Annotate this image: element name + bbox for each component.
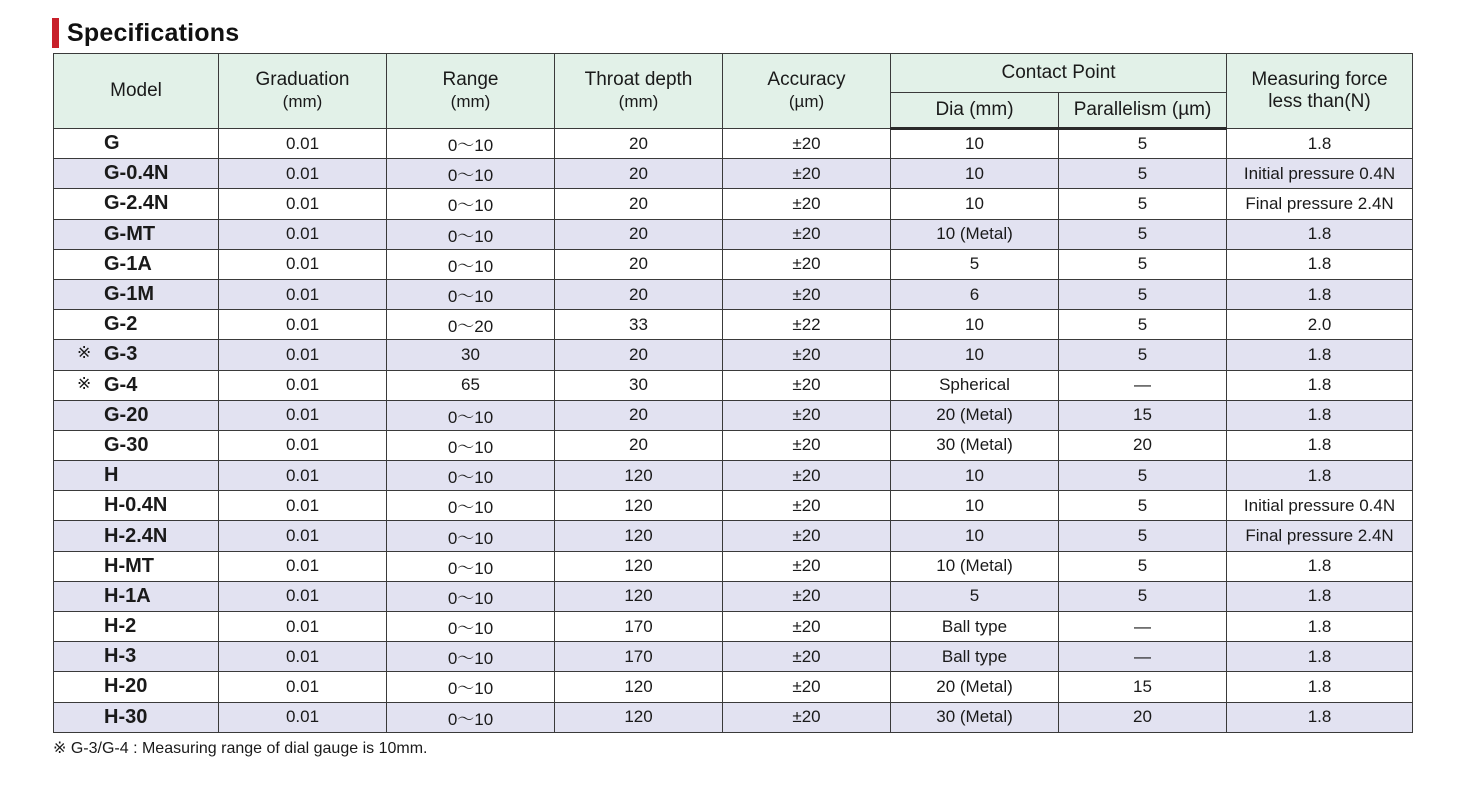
table-body	[54, 129, 1413, 733]
cell-throat: 120	[555, 521, 723, 551]
cell-range: 0～10	[387, 581, 555, 611]
cell-throat: 20	[555, 219, 723, 249]
table-row	[54, 672, 1413, 702]
cell-graduation: 0.01	[219, 249, 387, 279]
cell-graduation: 0.01	[219, 491, 387, 521]
cell-model	[54, 400, 219, 430]
model-name: H-30	[104, 705, 148, 728]
title-accent-bar	[52, 18, 59, 48]
cell-range: 30	[387, 340, 555, 370]
cell-graduation: 0.01	[219, 400, 387, 430]
model-name: G	[104, 132, 120, 155]
cell-range: 0～10	[387, 159, 555, 189]
cell-accuracy: ±20	[723, 159, 891, 189]
specifications-table	[53, 53, 1413, 733]
cell-range: 0～10	[387, 461, 555, 491]
cell-range: 0～10	[387, 430, 555, 460]
cell-force: 1.8	[1227, 340, 1413, 370]
cell-range: 0～10	[387, 249, 555, 279]
cell-accuracy: ±20	[723, 129, 891, 159]
cell-force: Final pressure 2.4N	[1227, 189, 1413, 219]
cell-throat: 120	[555, 581, 723, 611]
cell-parallelism: 5	[1059, 159, 1227, 189]
cell-throat: 120	[555, 672, 723, 702]
cell-parallelism: 15	[1059, 672, 1227, 702]
cell-range: 0～10	[387, 642, 555, 672]
cell-range: 0～10	[387, 279, 555, 309]
cell-force: Final pressure 2.4N	[1227, 521, 1413, 551]
header-throat-depth: Throat depth (mm)	[555, 54, 723, 129]
cell-throat: 20	[555, 159, 723, 189]
cell-model	[54, 189, 219, 219]
cell-force: 1.8	[1227, 612, 1413, 642]
table-row	[54, 189, 1413, 219]
cell-graduation: 0.01	[219, 461, 387, 491]
cell-parallelism: 5	[1059, 189, 1227, 219]
cell-graduation: 0.01	[219, 370, 387, 400]
cell-model	[54, 521, 219, 551]
cell-parallelism: —	[1059, 612, 1227, 642]
table-row	[54, 430, 1413, 460]
cell-force: 1.8	[1227, 551, 1413, 581]
cell-graduation: 0.01	[219, 430, 387, 460]
cell-force: 1.8	[1227, 400, 1413, 430]
cell-accuracy: ±20	[723, 612, 891, 642]
cell-dia: 10	[891, 521, 1059, 551]
model-name: H-20	[104, 675, 148, 698]
cell-force: 1.8	[1227, 370, 1413, 400]
cell-graduation: 0.01	[219, 551, 387, 581]
model-name: H-3	[104, 645, 137, 668]
cell-dia: 20 (Metal)	[891, 400, 1059, 430]
cell-accuracy: ±20	[723, 340, 891, 370]
cell-parallelism: —	[1059, 370, 1227, 400]
cell-model	[54, 702, 219, 732]
cell-model	[54, 219, 219, 249]
header-dia: Dia (mm)	[891, 93, 1059, 129]
cell-force: Initial pressure 0.4N	[1227, 491, 1413, 521]
table-row	[54, 249, 1413, 279]
cell-parallelism: 5	[1059, 129, 1227, 159]
cell-dia: 10	[891, 159, 1059, 189]
cell-accuracy: ±20	[723, 551, 891, 581]
cell-parallelism: 20	[1059, 430, 1227, 460]
cell-throat: 170	[555, 612, 723, 642]
cell-range: 0～10	[387, 189, 555, 219]
cell-accuracy: ±20	[723, 370, 891, 400]
cell-model	[54, 430, 219, 460]
cell-parallelism: 5	[1059, 521, 1227, 551]
cell-model	[54, 310, 219, 340]
section-title	[52, 17, 239, 49]
table-row	[54, 642, 1413, 672]
cell-parallelism: 5	[1059, 279, 1227, 309]
cell-throat: 20	[555, 129, 723, 159]
cell-graduation: 0.01	[219, 159, 387, 189]
cell-graduation: 0.01	[219, 612, 387, 642]
model-name: G-1A	[104, 252, 152, 275]
model-name: H	[104, 464, 119, 487]
cell-range: 0～10	[387, 612, 555, 642]
model-name: G-1M	[104, 283, 154, 306]
table-row	[54, 370, 1413, 400]
cell-range: 0～10	[387, 219, 555, 249]
model-name: H-MT	[104, 554, 154, 577]
header-model: Model	[54, 54, 219, 129]
cell-accuracy: ±22	[723, 310, 891, 340]
cell-accuracy: ±20	[723, 430, 891, 460]
cell-throat: 20	[555, 400, 723, 430]
cell-throat: 20	[555, 249, 723, 279]
cell-accuracy: ±20	[723, 702, 891, 732]
cell-graduation: 0.01	[219, 340, 387, 370]
table-row	[54, 279, 1413, 309]
cell-parallelism: 5	[1059, 340, 1227, 370]
cell-throat: 33	[555, 310, 723, 340]
cell-throat: 20	[555, 279, 723, 309]
table-row	[54, 702, 1413, 732]
cell-accuracy: ±20	[723, 642, 891, 672]
cell-model	[54, 491, 219, 521]
header-measuring-force: Measuring force less than(N)	[1227, 54, 1413, 129]
cell-throat: 20	[555, 430, 723, 460]
cell-parallelism: 15	[1059, 400, 1227, 430]
table-header	[54, 54, 1413, 129]
cell-range: 0～20	[387, 310, 555, 340]
cell-model	[54, 340, 219, 370]
cell-model	[54, 672, 219, 702]
cell-graduation: 0.01	[219, 581, 387, 611]
cell-range: 0～10	[387, 702, 555, 732]
table-row	[54, 521, 1413, 551]
cell-throat: 120	[555, 551, 723, 581]
table-row	[54, 551, 1413, 581]
cell-dia: Ball type	[891, 612, 1059, 642]
cell-throat: 30	[555, 370, 723, 400]
cell-range: 0～10	[387, 129, 555, 159]
cell-model	[54, 159, 219, 189]
cell-model	[54, 642, 219, 672]
cell-dia: 6	[891, 279, 1059, 309]
cell-parallelism: 5	[1059, 310, 1227, 340]
model-name: G-0.4N	[104, 162, 169, 185]
table-row	[54, 400, 1413, 430]
model-name: H-2	[104, 615, 137, 638]
model-name: H-2.4N	[104, 524, 168, 547]
table-row	[54, 491, 1413, 521]
model-name: G-20	[104, 403, 149, 426]
cell-dia: 10	[891, 310, 1059, 340]
cell-parallelism: 5	[1059, 551, 1227, 581]
cell-graduation: 0.01	[219, 129, 387, 159]
cell-force: 1.8	[1227, 129, 1413, 159]
cell-accuracy: ±20	[723, 219, 891, 249]
page-title: Specifications	[67, 18, 240, 47]
cell-force: 1.8	[1227, 672, 1413, 702]
cell-graduation: 0.01	[219, 521, 387, 551]
cell-force: 1.8	[1227, 581, 1413, 611]
cell-accuracy: ±20	[723, 400, 891, 430]
cell-accuracy: ±20	[723, 581, 891, 611]
cell-parallelism: 5	[1059, 249, 1227, 279]
cell-dia: Spherical	[891, 370, 1059, 400]
cell-dia: 5	[891, 581, 1059, 611]
model-name: G-2	[104, 313, 138, 336]
cell-dia: 30 (Metal)	[891, 702, 1059, 732]
footnote: ※ G-3/G-4 : Measuring range of dial gauge is 10mm.	[53, 740, 428, 757]
cell-range: 0～10	[387, 491, 555, 521]
cell-parallelism: —	[1059, 642, 1227, 672]
table-row	[54, 340, 1413, 370]
cell-graduation: 0.01	[219, 702, 387, 732]
cell-force: 1.8	[1227, 702, 1413, 732]
cell-range: 0～10	[387, 672, 555, 702]
cell-force: 1.8	[1227, 430, 1413, 460]
model-name: G-3	[104, 343, 138, 366]
cell-throat: 20	[555, 189, 723, 219]
cell-accuracy: ±20	[723, 249, 891, 279]
cell-model	[54, 279, 219, 309]
note-mark: ※	[77, 343, 92, 363]
cell-accuracy: ±20	[723, 189, 891, 219]
cell-force: 1.8	[1227, 249, 1413, 279]
model-name: H-1A	[104, 584, 151, 607]
cell-force: 1.8	[1227, 279, 1413, 309]
cell-force: Initial pressure 0.4N	[1227, 159, 1413, 189]
cell-dia: Ball type	[891, 642, 1059, 672]
cell-graduation: 0.01	[219, 310, 387, 340]
header-accuracy: Accuracy (µm)	[723, 54, 891, 129]
cell-parallelism: 5	[1059, 461, 1227, 491]
cell-throat: 120	[555, 461, 723, 491]
note-mark: ※	[77, 373, 92, 393]
cell-model	[54, 129, 219, 159]
cell-throat: 20	[555, 340, 723, 370]
cell-dia: 10	[891, 340, 1059, 370]
cell-range: 0～10	[387, 551, 555, 581]
cell-graduation: 0.01	[219, 189, 387, 219]
cell-dia: 10 (Metal)	[891, 551, 1059, 581]
model-name: G-2.4N	[104, 192, 169, 215]
model-name: G-MT	[104, 222, 156, 245]
cell-model	[54, 370, 219, 400]
cell-graduation: 0.01	[219, 672, 387, 702]
cell-model	[54, 249, 219, 279]
cell-graduation: 0.01	[219, 642, 387, 672]
cell-dia: 10	[891, 129, 1059, 159]
table-row	[54, 461, 1413, 491]
cell-range: 0～10	[387, 521, 555, 551]
cell-accuracy: ±20	[723, 672, 891, 702]
cell-dia: 10	[891, 491, 1059, 521]
cell-throat: 170	[555, 642, 723, 672]
cell-model	[54, 581, 219, 611]
cell-graduation: 0.01	[219, 219, 387, 249]
cell-dia: 5	[891, 249, 1059, 279]
cell-parallelism: 5	[1059, 581, 1227, 611]
cell-force: 1.8	[1227, 219, 1413, 249]
model-name: G-30	[104, 433, 149, 456]
cell-accuracy: ±20	[723, 461, 891, 491]
table-row	[54, 612, 1413, 642]
cell-dia: 10	[891, 461, 1059, 491]
cell-accuracy: ±20	[723, 491, 891, 521]
cell-range: 65	[387, 370, 555, 400]
cell-dia: 10	[891, 189, 1059, 219]
table-row	[54, 581, 1413, 611]
cell-range: 0～10	[387, 400, 555, 430]
header-range: Range (mm)	[387, 54, 555, 129]
cell-graduation: 0.01	[219, 279, 387, 309]
model-name: H-0.4N	[104, 494, 168, 517]
cell-accuracy: ±20	[723, 279, 891, 309]
model-name: G-4	[104, 373, 138, 396]
cell-force: 1.8	[1227, 642, 1413, 672]
header-parallelism: Parallelism (µm)	[1059, 93, 1227, 129]
cell-throat: 120	[555, 491, 723, 521]
cell-model	[54, 612, 219, 642]
cell-model	[54, 461, 219, 491]
table-row	[54, 310, 1413, 340]
cell-dia: 30 (Metal)	[891, 430, 1059, 460]
header-contact-point: Contact Point	[891, 54, 1227, 93]
cell-accuracy: ±20	[723, 521, 891, 551]
cell-force: 1.8	[1227, 461, 1413, 491]
table-row	[54, 129, 1413, 159]
cell-dia: 20 (Metal)	[891, 672, 1059, 702]
header-graduation: Graduation (mm)	[219, 54, 387, 129]
cell-force: 2.0	[1227, 310, 1413, 340]
cell-dia: 10 (Metal)	[891, 219, 1059, 249]
cell-model	[54, 551, 219, 581]
cell-parallelism: 5	[1059, 491, 1227, 521]
cell-parallelism: 20	[1059, 702, 1227, 732]
table-row	[54, 159, 1413, 189]
cell-parallelism: 5	[1059, 219, 1227, 249]
table-row	[54, 219, 1413, 249]
cell-throat: 120	[555, 702, 723, 732]
